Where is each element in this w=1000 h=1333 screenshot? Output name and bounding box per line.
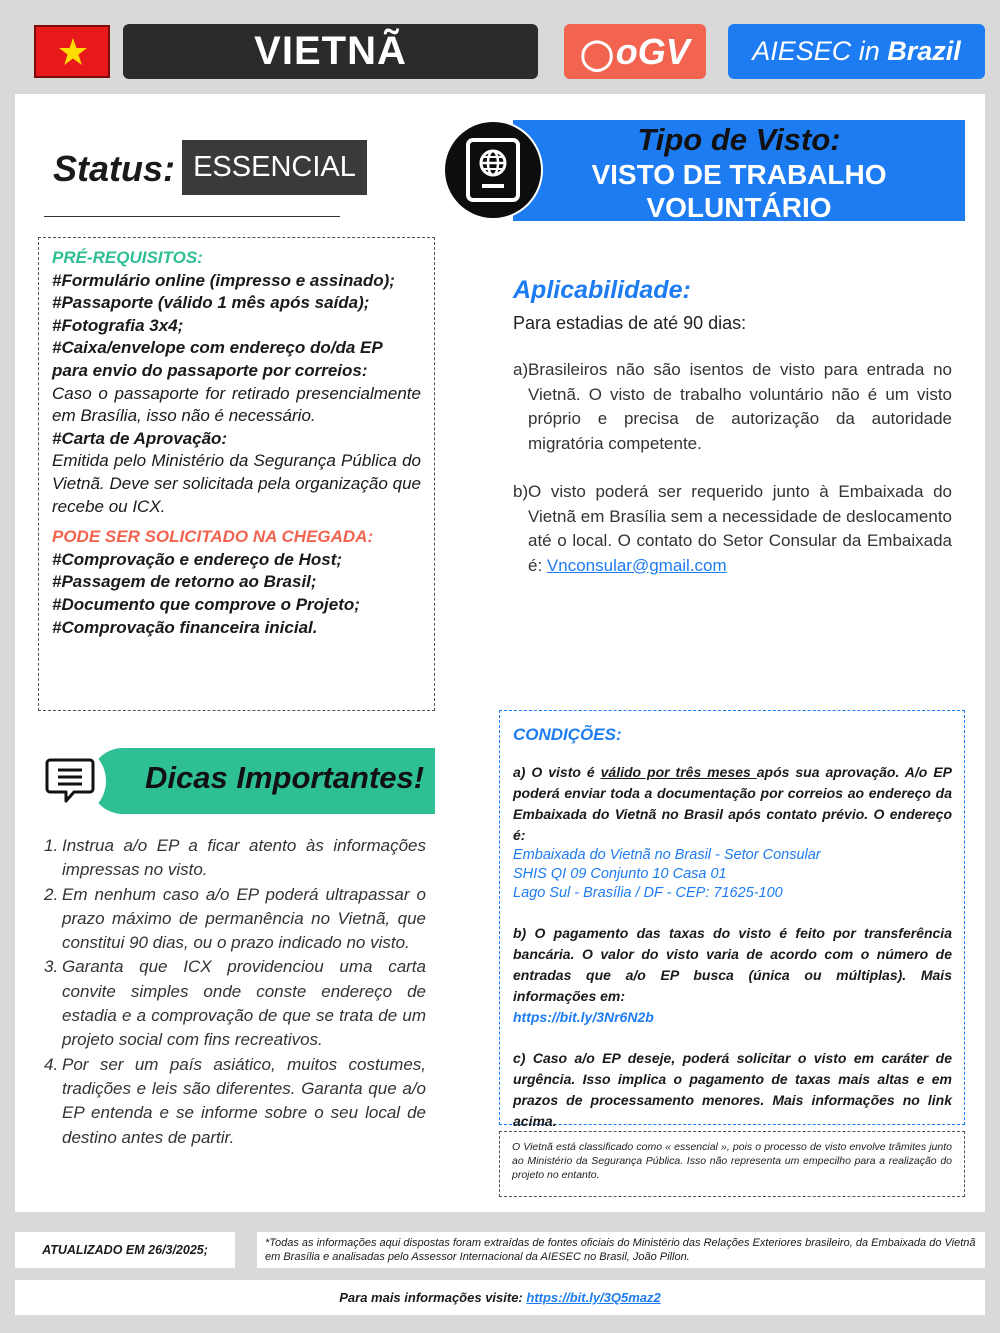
disclaimer: *Todas as informações aqui dispostas foram extraídas de fontes oficiais do Ministério das Relações Exteriores brasileiro, da Embaixada do Vietnã em Brasília e analisadas pelo Assessor Internacional da AIESEC no Brasil, João Pillon. [257, 1232, 985, 1268]
condition-a [513, 762, 952, 846]
aiesec-logo [728, 24, 985, 79]
conditions-title: CONDIÇÕES: [513, 725, 622, 744]
list-item [513, 358, 952, 456]
prereq-item: #Fotografia 3x4; [52, 315, 184, 335]
updated-date: ATUALIZADO EM 26/3/2025; [15, 1232, 235, 1268]
list-marker: 3. [44, 957, 59, 977]
prereq-item: #Caixa/envelope com endereço do/da EP para envio do passaporte por correios: [52, 338, 383, 380]
country-title: VIETNÃ [123, 24, 538, 79]
vietnam-flag-icon [34, 25, 110, 78]
prereq-note: Caso o passaporte for retirado presencialmente em Brasília, isso não é necessário. [52, 383, 421, 426]
conditions-box [499, 710, 965, 1129]
list-item [44, 834, 426, 883]
list-text: Brasileiros não são isentos de visto para entrada no Vietnã. O visto de trabalho voluntário não é um visto próprio e precisa de autorização da autoridade migratória competente. [528, 360, 952, 453]
passport-icon [465, 137, 521, 203]
condition-b: b) O pagamento das taxas do visto é feito por transferência bancária. O valor do visto varia de acordo com o número de entradas que a/o EP busca (única ou múltiplas). Mais informações em: [513, 925, 952, 1004]
embassy-address-line: Embaixada do Vietnã no Brasil - Setor Consular [513, 847, 821, 863]
more-info-link[interactable]: https://bit.ly/3Q5maz2 [526, 1290, 661, 1305]
aiesec-country: Brazil [887, 36, 961, 66]
arrival-item: #Passagem de retorno ao Brasil; [52, 572, 317, 592]
list-text: Instrua a/o EP a ficar atento às informações impressas no visto. [62, 836, 426, 880]
condition-a-post: após sua aprovação. A/o EP poderá enviar toda a documentação por correios ao endereço da Embaixada do Vietnã no Brasil após contato prévio. O endereço é: [513, 764, 952, 843]
embassy-address-line: SHIS QI 09 Conjunto 10 Casa 01 [513, 866, 727, 882]
tips-title: Dicas Importantes! [145, 760, 425, 795]
arrival-item: #Documento que comprove o Projeto; [52, 594, 360, 614]
prereq-letter-title: #Carta de Aprovação: [52, 428, 228, 448]
more-info-label: Para mais informações visite: [339, 1290, 527, 1305]
arrival-item: #Comprovação financeira inicial. [52, 617, 318, 637]
visa-type-line2: VOLUNTÁRIO [646, 192, 832, 223]
status-badge: ESSENCIAL [182, 140, 367, 195]
list-text: O visto poderá ser requerido junto à Embaixada do Vietnã em Brasília sem a necessidade de deslocamento até o local. O contato do Setor Consular da Embaixada é: [528, 482, 952, 575]
arrival-item: #Comprovação e endereço de Host; [52, 549, 343, 569]
star-icon [58, 37, 88, 67]
list-marker: 1. [44, 836, 59, 855]
ogv-label: oGV [615, 31, 690, 72]
prereq-title: PRÉ-REQUISITOS: [52, 248, 203, 267]
prerequisites-box [38, 237, 435, 711]
condition-a-underline: válido por três meses [600, 764, 757, 780]
prereq-item: #Formulário online (impresso e assinado); [52, 270, 395, 290]
more-info [15, 1280, 985, 1315]
applicability-title: Aplicabilidade: [513, 276, 691, 304]
list-marker: 4. [44, 1054, 59, 1074]
list-marker: 2. [44, 884, 59, 904]
list-item [44, 955, 426, 1052]
applicability-list [513, 358, 952, 602]
tips-icon-circle [34, 745, 106, 817]
status-label: Status: [53, 148, 176, 189]
list-text: Em nenhum caso a/o EP poderá ultrapassar o prazo máximo de permanência no Vietnã, que constitui 90 dias, ou o prazo indicado no visto. [62, 884, 426, 953]
passport-icon-circle [443, 120, 543, 220]
visa-type-line1: VISTO DE TRABALHO [591, 159, 887, 190]
list-text: Por ser um país asiático, muitos costumes, tradições e leis são diferentes. Garanta que a/o EP entenda e se informe sobre o seu local de destino antes de partir. [62, 1054, 426, 1147]
prereq-note: Emitida pelo Ministério da Segurança Pública do Vietnã. Deve ser solicitada pela organização que recebe ou ICX. [52, 451, 421, 516]
list-item [44, 883, 426, 956]
classification-note: O Vietnã está classificado como « essencial », pois o processo de visto envolve trâmites junto ao Ministério da Segurança Pública. Isso não representa um empecilho para a realização do projeto no entanto. [499, 1131, 965, 1197]
lightbulb-icon: ◯ [580, 38, 614, 71]
list-text: Garanta que ICX providenciou uma carta convite simples onde conste endereço de estadia e a comprovação de que se trata de um projeto social com fins recreativos. [62, 957, 426, 1050]
visa-fees-link[interactable]: https://bit.ly/3Nr6N2b [513, 1009, 654, 1025]
list-item [513, 480, 952, 578]
visa-type-title: Tipo de Visto: [637, 122, 841, 157]
ogv-logo [564, 24, 706, 79]
list-text-wrap [528, 480, 952, 578]
list-item [44, 1053, 426, 1150]
aiesec-prefix: AIESEC in [752, 36, 888, 66]
applicability-subtitle: Para estadias de até 90 dias: [513, 313, 747, 333]
chat-bubble-icon [44, 756, 96, 806]
divider [44, 216, 340, 217]
tips-list [44, 834, 426, 1150]
condition-c: c) Caso a/o EP deseje, poderá solicitar o visto em caráter de urgência. Isso implica o pagamento de taxas mais altas e em prazos de processamento menores. Mais informações no link acima. [513, 1050, 952, 1129]
consular-email-link[interactable]: Vnconsular@gmail.com [546, 555, 727, 575]
visa-type-box [513, 120, 965, 221]
embassy-address-line: Lago Sul - Brasília / DF - CEP: 71625-100 [513, 885, 783, 901]
prereq-item: #Passaporte (válido 1 mês após saída); [52, 293, 370, 313]
arrival-title: PODE SER SOLICITADO NA CHEGADA: [52, 527, 374, 547]
condition-a-pre: a) O visto é [513, 764, 601, 780]
list-marker: b) [513, 482, 529, 501]
list-marker: a) [513, 360, 529, 379]
